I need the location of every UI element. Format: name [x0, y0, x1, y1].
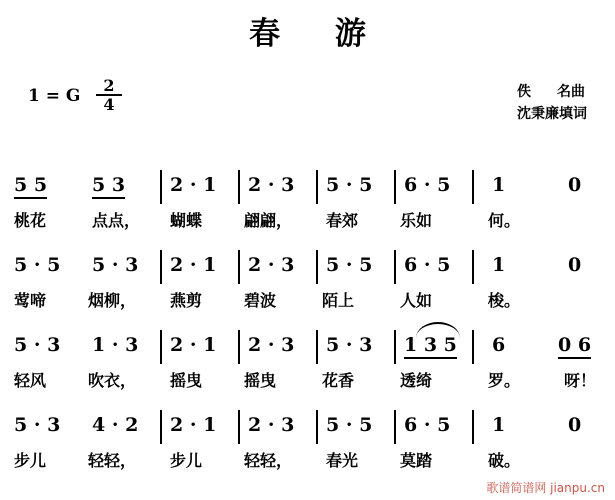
credit-composer-right: 名曲 — [557, 84, 585, 100]
note-group: 1 · 3 — [92, 334, 139, 356]
barline — [472, 410, 474, 444]
note-group: 6 · 5 — [404, 414, 451, 436]
barline — [472, 170, 474, 204]
note-group: 2 · 3 — [248, 414, 295, 436]
lyric-syllables: 桃花 — [14, 211, 47, 230]
barline — [394, 170, 396, 204]
note-group: 2 · 1 — [170, 334, 217, 356]
note-group: 1 — [492, 174, 506, 196]
lyric-syllables: 春光 — [326, 451, 359, 470]
lyric-syllables: 轻轻， — [244, 451, 293, 470]
note-group: 5 · 3 — [14, 334, 61, 356]
lyric-syllables: 摇曳 — [244, 371, 277, 390]
key-signature: 1 = G — [28, 86, 81, 106]
lyric-syllables: 破。 — [488, 451, 521, 470]
note-group: 0 6 — [558, 334, 591, 359]
time-signature — [96, 78, 122, 114]
lyric-syllables: 摇曳 — [170, 371, 203, 390]
music-system — [8, 332, 608, 406]
lyric-syllables: 轻轻， — [88, 451, 137, 470]
note-group: 2 · 1 — [170, 174, 217, 196]
note-group: 1 3 5 — [404, 334, 457, 359]
lyric-syllables: 莺啼 — [14, 291, 47, 310]
barline — [238, 410, 240, 444]
note-group: 5 · 5 — [326, 254, 373, 276]
barline — [394, 330, 396, 364]
lyric-syllables: 翩翩， — [244, 211, 293, 230]
lyric-line — [8, 208, 608, 236]
note-group: 5 · 3 — [14, 414, 61, 436]
note-group: 2 · 3 — [248, 334, 295, 356]
note-group: 0 — [568, 414, 582, 436]
lyric-syllables: 何。 — [488, 211, 521, 230]
lyric-syllables: 花香 — [322, 371, 355, 390]
barline — [316, 410, 318, 444]
lyric-line — [8, 288, 608, 316]
barline — [472, 250, 474, 284]
music-system — [8, 172, 608, 246]
note-group: 5 · 5 — [14, 254, 61, 276]
note-group: 1 — [492, 254, 506, 276]
barline — [238, 170, 240, 204]
lyric-syllables: 人如 — [400, 291, 433, 310]
note-group: 4 · 2 — [92, 414, 139, 436]
credits — [517, 82, 587, 125]
note-group: 0 — [568, 254, 582, 276]
note-group: 2 · 3 — [248, 254, 295, 276]
lyric-syllables: 蝴蝶 — [170, 211, 203, 230]
barline — [160, 170, 162, 204]
lyric-syllables: 燕剪 — [170, 291, 203, 310]
time-signature-numerator: 2 — [96, 78, 122, 96]
page-title: 春 游 — [249, 16, 388, 52]
barline — [160, 250, 162, 284]
note-group: 5 · 5 — [326, 414, 373, 436]
lyric-syllables: 碧波 — [244, 291, 277, 310]
lyric-syllables: 步儿 — [170, 451, 203, 470]
note-group: 0 — [568, 174, 582, 196]
note-line — [8, 252, 608, 286]
note-group: 6 · 5 — [404, 254, 451, 276]
credit-composer — [517, 82, 587, 104]
lyric-syllables: 烟柳， — [88, 291, 137, 310]
credit-lyricist: 沈秉廉填词 — [517, 105, 587, 122]
barline — [316, 330, 318, 364]
barline — [394, 250, 396, 284]
barline — [238, 330, 240, 364]
note-group: 2 · 3 — [248, 174, 295, 196]
lyric-syllables: 陌上 — [322, 291, 355, 310]
note-group: 5 5 — [14, 174, 47, 199]
barline — [160, 410, 162, 444]
note-group: 6 · 5 — [404, 174, 451, 196]
lyric-syllables: 莫踏 — [400, 451, 433, 470]
time-signature-denominator: 4 — [103, 95, 115, 115]
lyric-syllables: 点点， — [92, 211, 141, 230]
note-line — [8, 172, 608, 206]
lyric-syllables: 罗。 — [488, 371, 521, 390]
lyric-syllables: 乐如 — [400, 211, 433, 230]
music-system — [8, 412, 608, 486]
note-group: 5 · 3 — [92, 254, 139, 276]
barline — [160, 330, 162, 364]
lyric-syllables: 梭。 — [488, 291, 521, 310]
music-system — [8, 252, 608, 326]
lyric-line — [8, 448, 608, 476]
lyric-syllables: 透绮 — [400, 371, 433, 390]
note-line — [8, 332, 608, 366]
note-group: 6 — [492, 334, 506, 356]
lyric-syllables: 吹衣， — [88, 371, 137, 390]
note-group: 5 3 — [92, 174, 125, 199]
note-group: 5 · 3 — [326, 334, 373, 356]
watermark: 歌谱简谱网 jianpu.cn — [486, 481, 605, 495]
lyric-syllables: 呀！ — [564, 371, 597, 390]
lyric-line — [8, 368, 608, 396]
lyric-syllables: 轻风 — [14, 371, 47, 390]
barline — [238, 250, 240, 284]
lyric-syllables: 春郊 — [326, 211, 359, 230]
barline — [472, 330, 474, 364]
barline — [316, 250, 318, 284]
barline — [394, 410, 396, 444]
lyric-syllables: 步儿 — [14, 451, 47, 470]
credit-composer-left: 佚 — [517, 84, 531, 100]
note-line — [8, 412, 608, 446]
note-group: 1 — [492, 414, 506, 436]
note-group: 2 · 1 — [170, 414, 217, 436]
note-group: 5 · 5 — [326, 174, 373, 196]
barline — [316, 170, 318, 204]
note-group: 2 · 1 — [170, 254, 217, 276]
